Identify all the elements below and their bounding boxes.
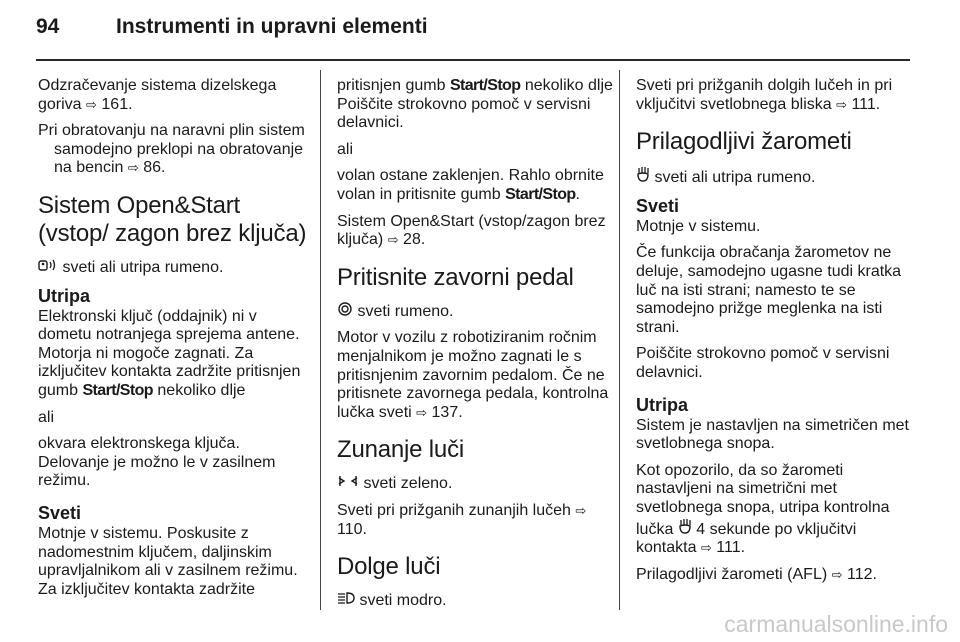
paragraph: Elektronski ključ (oddajnik) ni v dometu notranjega sprejema antene. Motorja ni mogoče zagnati. Za izključitev kontakta zadržite pritisnjen gumb Start/Stop nekoliko dlje: [38, 307, 301, 399]
paragraph: okvara elektronskega ključa. Delovanje je možno le v zasilnem režimu.: [38, 435, 276, 490]
column-1: [38, 77, 314, 607]
brake-pedal-icon: [337, 302, 353, 321]
paragraph: ali: [38, 408, 55, 426]
paragraph: Sveti pri prižganih zunanjih lučeh ⇨ 110.: [337, 501, 587, 538]
paragraph: Sistem Open&Start (vstop/zagon brez ključa) ⇨ 28.: [337, 212, 606, 249]
paragraph: Prilagodljivi žarometi (AFL) ⇨ 112.: [636, 565, 877, 583]
key-radio-icon: [38, 258, 58, 277]
column-divider-2: [619, 70, 620, 610]
indicator-line: sveti zeleno.: [337, 474, 613, 494]
paragraph: Motnje v sistemu.: [636, 217, 761, 235]
subheading: Sveti: [636, 195, 680, 216]
column-2: [337, 77, 613, 619]
paragraph: Pri obratovanju na naravni plin sistem samodejno preklopi na obratovanje na bencin ⇨ 86.: [38, 122, 305, 177]
arrow-icon: ⇨: [700, 540, 712, 556]
arrow-icon: ⇨: [575, 502, 587, 518]
running-title: Instrumenti in upravni elementi: [116, 15, 428, 38]
column-divider-1: [320, 70, 321, 610]
indicator-line: sveti ali utripa rumeno.: [636, 166, 912, 188]
subheading: Utripa: [636, 394, 689, 415]
arrow-icon: ⇨: [831, 566, 843, 582]
section-heading: Dolge luči: [337, 553, 441, 581]
arrow-icon: ⇨: [387, 232, 399, 248]
arrow-icon: ⇨: [416, 404, 428, 420]
adaptive-headlight-icon: [636, 166, 650, 187]
exterior-lights-icon: [337, 474, 359, 493]
subheading: Utripa: [38, 285, 91, 306]
paragraph: volan ostane zaklenjen. Rahlo obrnite volan in pritisnite gumb Start/Stop.: [337, 167, 604, 203]
section-heading: Sistem Open&Start (vstop/ zagon brez ključa): [38, 191, 307, 247]
arrow-icon: ⇨: [86, 96, 97, 112]
section-heading: Zunanje luči: [337, 436, 465, 464]
section-heading: Prilagodljivi žarometi: [636, 128, 852, 156]
paragraph: ali: [337, 140, 354, 158]
paragraph: Sveti pri prižganih dolgih lučeh in pri vključitvi svetlobnega bliska ⇨ 111.: [636, 77, 893, 113]
indicator-line: sveti rumeno.: [337, 302, 613, 322]
high-beam-icon: [337, 591, 355, 610]
paragraph: Motnje v sistemu. Poskusite z nadomestnim ključem, daljinskim upravljalnikom ali v zasilnem režimu. Za izključitev kontakta zadržite: [38, 524, 298, 598]
paragraph: Odzračevanje sistema dizelskega goriva ⇨ 161.: [38, 77, 277, 113]
indicator-line: sveti ali utripa rumeno.: [38, 258, 314, 278]
arrow-icon: ⇨: [836, 96, 848, 112]
watermark: carmanualsonline.info: [724, 611, 948, 637]
page-number: 94: [36, 15, 60, 38]
paragraph: Sistem je nastavljen na simetričen met svetlobnega snopa.: [636, 416, 909, 453]
paragraph: Če funkcija obračanja žarometov ne deluje, samodejno ugasne tudi kratka luč na isti strani; namesto te se samodejno prižge meglenka na isti strani.: [636, 244, 902, 336]
adaptive-headlight-icon: [678, 518, 692, 539]
header-rule: [36, 59, 910, 61]
subheading: Sveti: [38, 502, 82, 523]
paragraph: Motor v vozilu z robotiziranim ročnim menjalnikom je možno zagnati le s pritisnjenim zavornim pedalom. Če ne pritisnete zavornega pedala, kontrolna lučka sveti ⇨ 137.: [337, 329, 609, 421]
paragraph: Poiščite strokovno pomoč v servisni delavnici.: [636, 345, 890, 381]
paragraph: pritisnjen gumb Start/Stop nekoliko dlje Poiščite strokovno pomoč v servisni delavnici.: [337, 77, 613, 132]
section-heading: Pritisnite zavorni pedal: [337, 263, 574, 291]
column-3: [636, 77, 912, 592]
arrow-icon: ⇨: [127, 160, 139, 176]
indicator-line: sveti modro.: [337, 591, 613, 611]
paragraph: Kot opozorilo, da so žarometi nastavljeni na simetrični met svetlobnega snopa, utripa kontrolna lučka 4 sekunde po vključitvi kontakta ⇨ 111.: [636, 461, 890, 557]
